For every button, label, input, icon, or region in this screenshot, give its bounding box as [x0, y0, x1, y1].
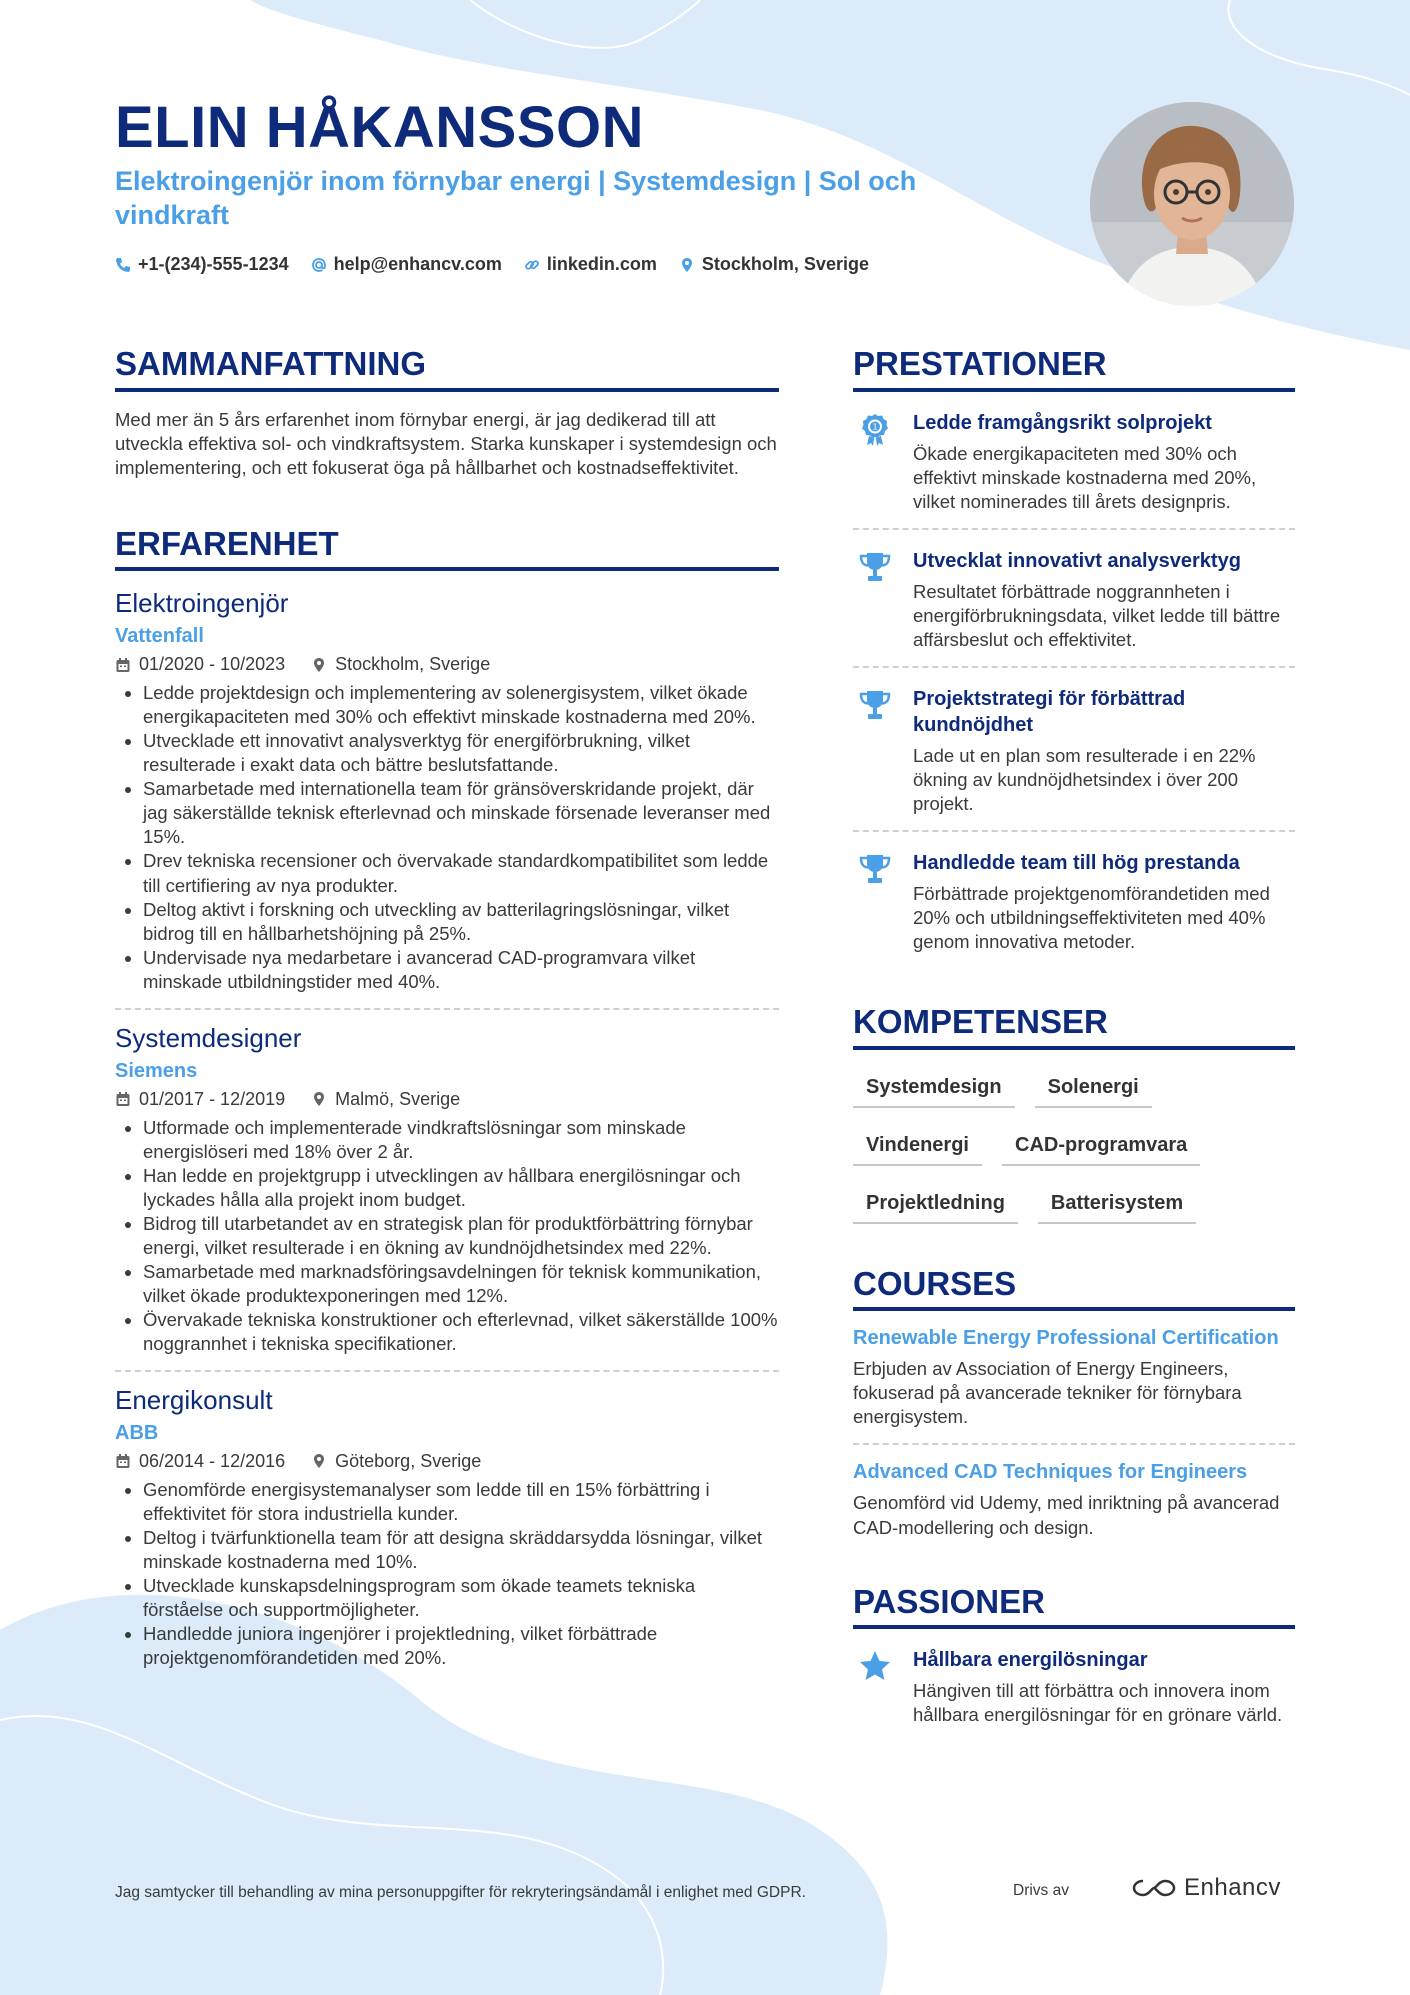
candidate-name: ELIN HÅKANSSON — [115, 95, 645, 160]
trophy-icon — [853, 686, 897, 816]
award-ribbon-icon — [853, 410, 897, 514]
job-dates — [115, 1089, 285, 1110]
achievement-desc: Resultatet förbättrade noggrannheten i energiförbrukningsdata, vilket ledde till bättre affärsbeslut och effektivitet. — [913, 580, 1281, 650]
experience-heading: ERFARENHET — [115, 524, 779, 572]
gdpr-consent: Jag samtycker till behandling av mina personuppgifter för rekryteringsändamål i enlighet med GDPR. — [115, 1884, 806, 1901]
course-title: Advanced CAD Techniques for Engineers — [853, 1461, 1248, 1484]
left-column — [115, 344, 779, 1684]
job-bullet: • Samarbetade med marknadsföringsavdelningen för teknisk kommunikation, vilket ökade produktexponeringen med 12%. — [143, 1260, 779, 1308]
location-pin-icon — [311, 657, 327, 673]
job-entry — [115, 587, 779, 1007]
achievement-title: Ledde framgångsrikt solprojekt — [913, 411, 1212, 434]
linkedin-text: linkedin.com — [546, 254, 657, 274]
right-column — [853, 344, 1295, 1741]
skills-section — [853, 1002, 1295, 1224]
job-bullet: • Samarbetade med internationella team för gränsöverskridande projekt, där jag säkerställde teknisk efterlevnad och minskade försenade leveranser med 15%. — [143, 777, 779, 849]
job-bullet: • Ledde projektdesign och implementering av solenergisystem, vilket ökade energikapaciteten med 30% och effektivt minskade kostnaderna med 20%. — [143, 681, 779, 729]
job-entry — [115, 1370, 779, 1684]
calendar-icon — [115, 657, 131, 673]
skill-tag: Systemdesign — [853, 1068, 1015, 1108]
job-location-text: Stockholm, Sverige — [335, 654, 491, 675]
contact-linkedin[interactable] — [524, 254, 657, 275]
job-bullet: • Drev tekniska recensioner och övervakade standardkompatibilitet som ledde till certifiering av nya produkter. — [143, 849, 779, 897]
job-bullet: • Övervakade tekniska konstruktioner och efterlevnad, vilket säkerställde 100% noggrannhet i tekniska specifikationer. — [143, 1308, 779, 1356]
course-desc: Erbjuden av Association of Energy Engineers, fokuserad på avancerade tekniker för förnybara energisystem. — [853, 1358, 1242, 1428]
passion-title: Hållbara energilösningar — [913, 1649, 1148, 1672]
trophy-icon — [853, 850, 897, 954]
achievement-desc: Förbättrade projektgenomförandetiden med 20% och utbildningseffektiviteten med 40% genom innovativa metoder. — [913, 883, 1270, 953]
achievement-body — [913, 548, 1295, 652]
achievement-desc: Ökade energikapaciteten med 30% och effektivt minskade kostnaderna med 20%, vilket nominerades till årets designpris. — [913, 442, 1257, 512]
job-dates-text: 06/2014 - 12/2016 — [139, 1450, 286, 1471]
skill-tag: CAD-programvara — [1002, 1126, 1200, 1166]
calendar-icon — [115, 1453, 131, 1469]
contact-email[interactable] — [311, 254, 502, 275]
job-meta — [115, 654, 779, 675]
job-bullet: • Genomförde energisystemanalyser som ledde till en 15% förbättring i effektivitet för stora industriella kunder. — [143, 1478, 779, 1526]
course-desc: Genomförd vid Udemy, med inriktning på avancerad CAD-modellering och design. — [853, 1492, 1280, 1538]
achievement-body — [913, 850, 1295, 954]
course-item — [853, 1311, 1295, 1443]
courses-section — [853, 1264, 1295, 1554]
location-pin-icon — [679, 257, 695, 273]
at-icon — [311, 257, 327, 273]
job-bullet: • Handledde juniora ingenjörer i projektledning, vilket förbättrade projektgenomförandetiden med 20%. — [143, 1622, 779, 1670]
infinity-logo-icon — [1132, 1877, 1176, 1899]
job-bullets — [115, 1478, 779, 1670]
phone-text: +1-(234)-555-1234 — [138, 254, 289, 274]
job-title: Elektroingenjör — [115, 588, 289, 619]
job-location-text: Malmö, Sverige — [335, 1088, 461, 1109]
courses-heading: COURSES — [853, 1264, 1295, 1312]
achievement-body — [913, 686, 1295, 816]
job-bullet: • Han ledde en projektgrupp i utvecklingen av hållbara energilösningar och lyckades hålla alla projekt inom budget. — [143, 1164, 779, 1212]
skills-list — [853, 1068, 1295, 1224]
job-title: Energikonsult — [115, 1385, 273, 1415]
achievements-heading: PRESTATIONER — [853, 344, 1295, 392]
achievement-desc: Lade ut en plan som resulterade i en 22% ökning av kundnöjdhetsindex i över 200 projekt. — [913, 744, 1256, 814]
job-meta — [115, 1451, 779, 1472]
skill-tag: Solenergi — [1035, 1068, 1152, 1108]
job-bullet: • Utvecklade ett innovativt analysverktyg för energiförbrukning, vilket resulterade i exakt data och bättre beslutsfattande. — [143, 729, 779, 777]
profile-photo — [1090, 102, 1294, 306]
job-location — [311, 654, 490, 675]
job-location-text: Göteborg, Sverige — [335, 1450, 482, 1471]
passions-section — [853, 1582, 1295, 1742]
job-location — [311, 1089, 460, 1110]
achievement-title: Projektstrategi för förbättrad kundnöjdhet — [913, 687, 1186, 736]
job-bullet: • Deltog i tvärfunktionella team för att designa skräddarsydda lösningar, vilket minskade kostnaderna med 10%. — [143, 1526, 779, 1574]
enhancv-logo[interactable] — [1132, 1874, 1281, 1902]
powered-by-label: Drivs av — [1013, 1882, 1069, 1899]
job-dates-text: 01/2017 - 12/2019 — [139, 1088, 286, 1109]
email-text: help@enhancv.com — [333, 254, 502, 274]
job-bullet: • Utformade och implementerade vindkraftslösningar som minskade energislöseri med 18% över 2 år. — [143, 1116, 779, 1164]
job-dates-text: 01/2020 - 10/2023 — [139, 654, 286, 675]
skills-heading: KOMPETENSER — [853, 1002, 1295, 1050]
contact-location — [679, 254, 869, 275]
job-dates — [115, 1451, 285, 1472]
job-dates — [115, 654, 285, 675]
star-icon — [853, 1647, 897, 1727]
job-meta — [115, 1089, 779, 1110]
job-title: Systemdesigner — [115, 1022, 302, 1053]
summary-section — [115, 344, 779, 480]
job-bullets — [115, 681, 779, 994]
achievement-body — [913, 410, 1295, 514]
job-company: ABB — [115, 1421, 159, 1444]
candidate-title: Elektroingenjör inom förnybar energi | Systemdesign | Sol och vindkraft — [115, 166, 917, 231]
brand-name: Enhancv — [1184, 1874, 1281, 1901]
summary-heading: SAMMANFATTNING — [115, 344, 779, 392]
location-text: Stockholm, Sverige — [701, 254, 869, 274]
skill-tag: Batterisystem — [1038, 1184, 1196, 1224]
achievement-item — [853, 666, 1295, 830]
contact-phone[interactable] — [115, 254, 289, 275]
course-title: Renewable Energy Professional Certification — [853, 1327, 1279, 1350]
achievement-title: Utvecklat innovativt analysverktyg — [913, 549, 1241, 572]
calendar-icon — [115, 1091, 131, 1107]
passion-desc: Hängiven till att förbättra och innovera inom hållbara energilösningar för en grönare värld. — [913, 1680, 1283, 1726]
location-pin-icon — [311, 1091, 327, 1107]
link-icon — [524, 257, 540, 273]
job-bullet: • Undervisade nya medarbetare i avancerad CAD-programvara vilket minskade utbildningstider med 40%. — [143, 946, 779, 994]
experience-section — [115, 524, 779, 1684]
passion-body — [913, 1647, 1295, 1727]
achievement-item — [853, 392, 1295, 528]
job-bullet: • Bidrog till utarbetandet av en strategisk plan för produktförbättring förnybar energi, vilket resulterade i en ökning av kundnöjdhetsindex med 22%. — [143, 1212, 779, 1260]
achievement-item — [853, 830, 1295, 968]
job-bullet: • Deltog aktivt i forskning och utveckling av batterilagringslösningar, vilket bidrog till en hållbarhetshöjning på 25%. — [143, 898, 779, 946]
skill-tag: Projektledning — [853, 1184, 1018, 1224]
passions-heading: PASSIONER — [853, 1582, 1295, 1630]
contact-bar — [115, 254, 869, 275]
skill-tag: Vindenergi — [853, 1126, 982, 1166]
location-pin-icon — [311, 1453, 327, 1469]
trophy-icon — [853, 548, 897, 652]
passion-item — [853, 1629, 1295, 1741]
job-bullet: • Utvecklade kunskapsdelningsprogram som ökade teamets tekniska förståelse och supportmöjligheter. — [143, 1574, 779, 1622]
job-bullets — [115, 1116, 779, 1356]
achievements-section — [853, 344, 1295, 968]
achievement-title: Handledde team till hög prestanda — [913, 852, 1240, 875]
job-location — [311, 1451, 481, 1472]
job-company: Vattenfall — [115, 625, 204, 648]
job-company: Siemens — [115, 1059, 198, 1082]
course-item — [853, 1443, 1295, 1553]
summary-text: Med mer än 5 års erfarenhet inom förnybar energi, är jag dedikerad till att utveckla effektiva sol- och vindkraftsystem. Starka kunskaper i systemdesign och implementering, och ett fokuserat öga på hållbarhet och kostnadseffektivitet. — [115, 408, 777, 478]
job-entry — [115, 1008, 779, 1370]
achievement-item — [853, 528, 1295, 666]
svg-text:1: 1 — [872, 422, 878, 432]
phone-icon — [115, 257, 131, 273]
